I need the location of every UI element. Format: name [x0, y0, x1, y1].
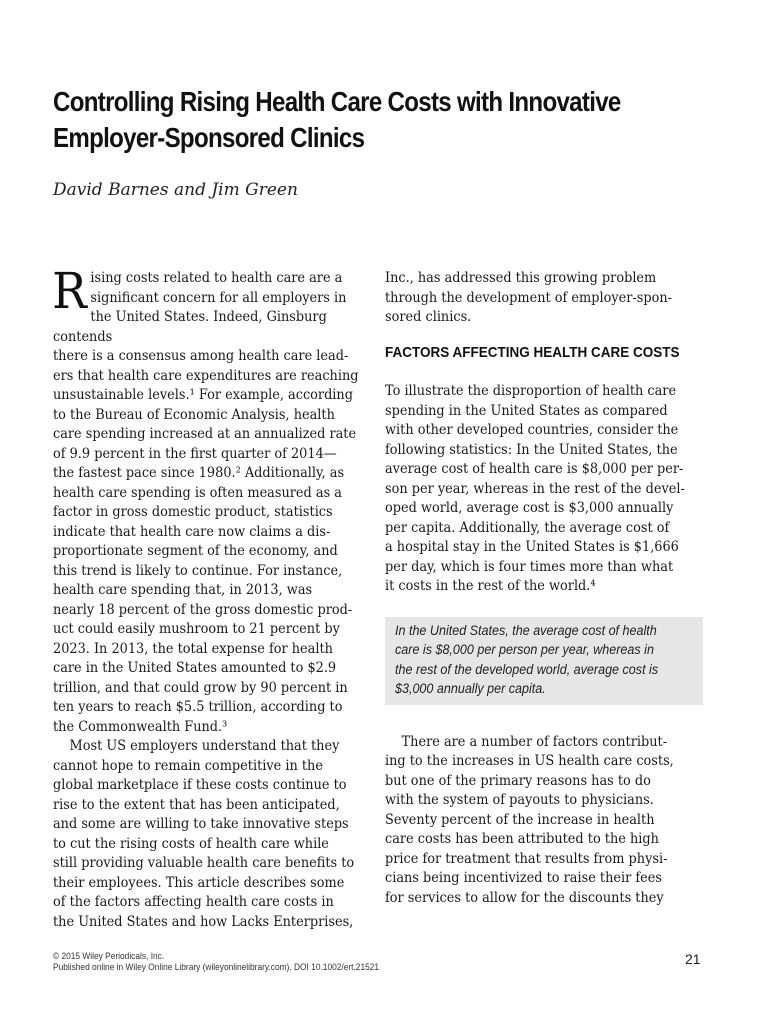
article-authors: David Barnes and Jim Green [53, 180, 298, 200]
drop-cap: R [52, 262, 87, 320]
page-number: 21 [685, 951, 701, 967]
left-column [52, 262, 371, 932]
footer-credits [53, 951, 379, 973]
body-paragraph-continued: Inc., has addressed this growing problem through the development of employer-spon- sored clinics. [385, 270, 673, 325]
pull-quote [385, 617, 703, 705]
body-paragraph-factors: There are a number of factors contribut- ing to the increases in US health care costs, but one of the primary reasons has to do with the system of payouts to physicians. Seventy percent of the increase in health care costs has been attributed to the high price for treatment that results from physi- cians being incentivized to raise their fees for services to allow for the discounts they [385, 733, 674, 906]
section-heading: FACTORS AFFECTING HEALTH CARE COSTS [385, 343, 680, 361]
right-column [385, 269, 703, 908]
body-paragraph-statistics: To illustrate the disproportion of health care spending in the United States as compared with other developed countries, consider the following statistics: In the United States, the average cost of health care is $8,000 per per- son per year, whereas in the rest of the devel- oped world, average cost is $3,000 annually per capita. Additionally, the average cost of a hospital stay in the United States is $1,666 per day, which is four times more than what it costs in the rest of the world.⁴ [385, 383, 685, 594]
copyright-notice: © 2015 Wiley Periodicals, Inc. [53, 951, 165, 962]
article-title-line-1: Controlling Rising Health Care Costs with Innovative [53, 86, 621, 117]
article-title-line-2: Employer-Sponsored Clinics [53, 122, 365, 153]
body-paragraph-2: Most US employers understand that they cannot hope to remain competitive in the global marketplace if these costs continue to rise to the extent that has been anticipated, and some are willing to take innovative steps to cut the rising costs of health care while still providing valuable health care benefits to their employees. This article describes some of the factors affecting health care costs in the United States and how Lacks Enterprises, [53, 738, 355, 930]
intro-paragraph-text: ising costs related to health care are a significant concern for all employers in the United States. Indeed, Ginsburg contends there is a consensus among health care lead- ers that health care expenditures are reaching unsustainable levels.¹ For example, according to the Bureau of Economic Analysis, health care spending increased at an annualized rate of 9.9 percent in the first quarter of 2014— the fastest pace since 1980.² Additionally, as health care spending is often measured as a factor in gross domestic product, statistics indicate that health care now claims a dis- proportionate segment of the economy, and this trend is likely to continue. For instance, health care spending that, in 2013, was nearly 18 percent of the gross domestic prod- uct could easily mushroom to 21 percent by 2023. In 2013, the total expense for health care in the United States amounted to $2.9 trillion, and that could grow by 90 percent in ten years to reach $5.5 trillion, according to the Commonwealth Fund.³ [53, 270, 359, 735]
intro-paragraph [52, 262, 370, 737]
article-title [53, 84, 621, 156]
pull-quote-text: In the United States, the average cost of health care is $8,000 per person per year, whereas in the rest of the developed world, average cost is $3,000 annually per capita. [395, 622, 659, 696]
publication-info: Published online in Wiley Online Library (wileyonlinelibrary.com). DOI 10.1002/ert.21521 [53, 962, 380, 973]
